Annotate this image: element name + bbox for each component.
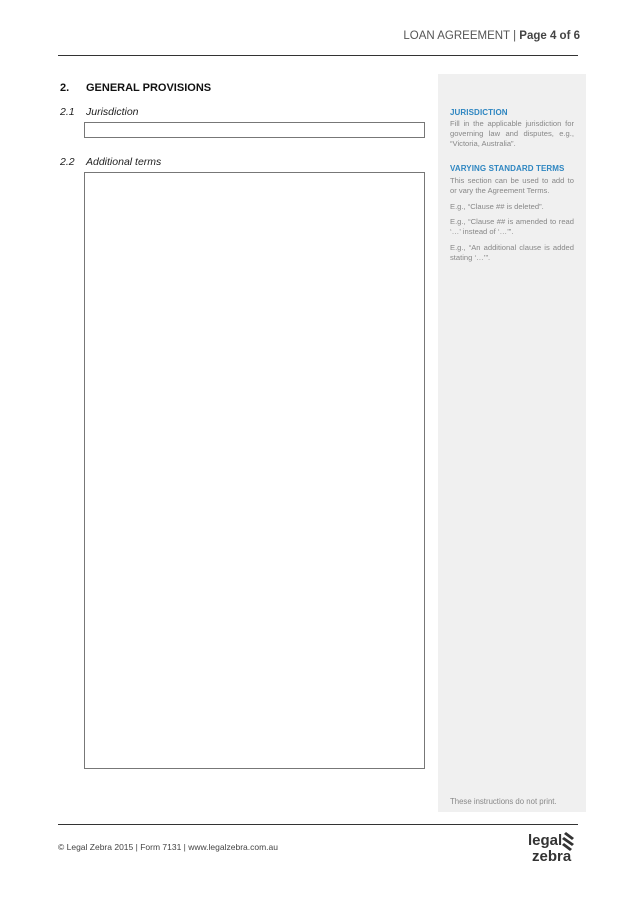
section-heading: GENERAL PROVISIONS xyxy=(86,82,212,94)
header-rule xyxy=(58,55,578,56)
svg-text:legal: legal xyxy=(528,832,563,849)
svg-text:zebra: zebra xyxy=(532,848,572,865)
jurisdiction-heading: JURISDICTION xyxy=(450,108,508,117)
clause-label: Jurisdiction xyxy=(86,106,139,118)
page-number: Page 4 of 6 xyxy=(519,30,580,42)
varying-terms-heading: VARYING STANDARD TERMS xyxy=(450,164,565,173)
varying-terms-example: E.g., “Clause ## is deleted”. xyxy=(450,202,544,211)
page-header xyxy=(403,30,580,42)
clause-label: Additional terms xyxy=(86,156,162,168)
section-number: 2. xyxy=(60,82,70,94)
document-title: LOAN AGREEMENT xyxy=(403,30,510,42)
instructions-footer-note: These instructions do not print. xyxy=(450,797,557,806)
header-separator: | xyxy=(513,30,517,42)
footer-rule xyxy=(58,824,578,825)
varying-terms-paragraph: This section can be used to add to or vary the Agreement Terms. xyxy=(450,176,574,196)
clause-number: 2.2 xyxy=(60,156,75,168)
instructions-sidebar xyxy=(438,74,586,812)
jurisdiction-field[interactable] xyxy=(84,122,425,138)
legal-zebra-logo xyxy=(514,828,578,868)
clause-number: 2.1 xyxy=(60,106,75,118)
clause-additional-terms-label xyxy=(60,156,161,168)
page-footer: © Legal Zebra 2015 | Form 7131 | www.legalzebra.com.au xyxy=(58,842,278,852)
varying-terms-example: E.g., “Clause ## is amended to read ‘…’ instead of ‘…’”. xyxy=(450,217,574,237)
section-title xyxy=(60,82,211,94)
additional-terms-field[interactable] xyxy=(84,172,425,769)
jurisdiction-instructions: Fill in the applicable jurisdiction for governing law and disputes, e.g., “Victoria, Australia”. xyxy=(450,119,574,149)
clause-jurisdiction-label xyxy=(60,106,139,118)
varying-terms-example: E.g., “An additional clause is added stating ‘…’”. xyxy=(450,243,574,263)
